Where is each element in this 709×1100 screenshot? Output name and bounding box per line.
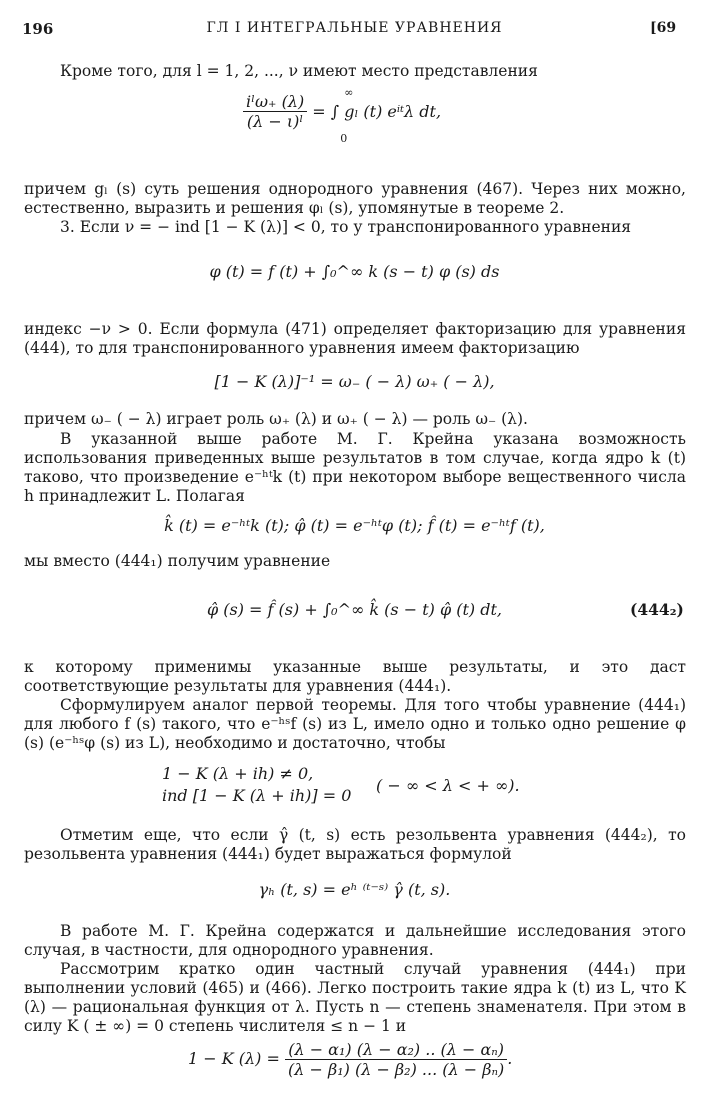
integral-upper-limit: ∞ — [344, 86, 354, 99]
formula-factorization: [1 − K (λ)]⁻¹ = ω₋ ( − λ) ω₊ ( − λ), — [214, 372, 495, 391]
paragraph: причем ω₋ ( − λ) играет роль ω₊ (λ) и ω₊ ( − λ) — роль ω₋ (λ). — [24, 410, 528, 428]
paragraph: Сформулируем аналог первой теоремы. Для того чтобы уравнение (444₁) для любого f (s) такого, что e⁻ʰˢf (s) из L, имело одно и только одно решение φ (s) (e⁻ʰˢφ (s) из L), необходимо и достаточно, чтобы — [24, 696, 686, 752]
equation-label: (444₂) — [630, 600, 684, 619]
formula-equation-4442: φ̂ (s) = f̂ (s) + ∫₀^∞ k̂ (s − t) φ̂ (t) dt, — [206, 600, 503, 619]
running-title: ГЛ I ИНТЕГРАЛЬНЫЕ УРАВНЕНИЯ — [206, 20, 503, 36]
formula-denominator: (λ − β₁) (λ − β₂) ... (λ − βₙ) — [288, 1060, 505, 1079]
section-number: [69 — [650, 20, 677, 36]
formula-substitution: k̂ (t) = e⁻ʰᵗk (t); φ̂ (t) = e⁻ʰᵗφ (t); f̂ (t) = e⁻ʰᵗf (t), — [164, 516, 545, 535]
formula-denominator: (λ − ι)ˡ — [246, 112, 304, 131]
formula-numerator: iˡω₊ (λ) — [243, 92, 307, 112]
paragraph: индекс −ν > 0. Если формула (471) определяет факторизацию для уравнения (444), то для транспонированного уравнения имеем факторизацию — [24, 320, 686, 357]
integral-lower-limit: 0 — [340, 132, 348, 145]
paragraph: к которому применимы указанные выше результаты, и это даст соответствующие результаты для уравнения (444₁). — [24, 658, 686, 695]
paragraph: причем gₗ (s) суть решения однородного уравнения (467). Через них можно, естественно, выразить и решения φₗ (s), упомянутые в теореме 2. — [24, 180, 686, 217]
formula-rational-function — [188, 1040, 512, 1079]
formula-condition-2: ind [1 − K (λ + ih)] = 0 — [162, 786, 352, 805]
paragraph: 3. Если ν = − ind [1 − K (λ)] < 0, то у транспонированного уравнения — [60, 218, 632, 236]
formula-condition-1: 1 − K (λ + ih) ≠ 0, — [162, 764, 314, 783]
formula-numerator: (λ − α₁) (λ − α₂) .. (λ − αₙ) — [285, 1040, 507, 1060]
paragraph: Кроме того, для l = 1, 2, ..., ν имеют место представления — [60, 62, 538, 80]
paragraph: В работе М. Г. Крейна содержатся и дальнейшие исследования этого случая, в частности, для однородного уравнения. — [24, 922, 686, 959]
paragraph: Рассмотрим кратко один частный случай уравнения (444₁) при выполнении условий (465) и (466). Легко построить такие ядра k (t) из L, что K (λ) — рациональная функция от λ. Пусть n — степень знаменателя. При этом в силу K ( ± ∞) = 0 степень числителя ≤ n − 1 и — [24, 960, 686, 1035]
paragraph: мы вместо (444₁) получим уравнение — [24, 552, 331, 570]
paragraph: В указанной выше работе М. Г. Крейна указана возможность использования приведенных выше результатов в том случае, когда ядро k (t) таково, что произведение e⁻ʰᵗk (t) при некотором выборе вещественного числа h принадлежит L. Полагая — [24, 430, 686, 505]
page-number: 196 — [22, 20, 54, 38]
formula-representation — [243, 86, 442, 145]
formula-lhs: 1 − K (λ) = — [188, 1049, 280, 1068]
formula-resolvent: γₕ (t, s) = eʰ ⁽ᵗ⁻ˢ⁾ γ̂ (t, s). — [258, 880, 451, 899]
formula-end: . — [507, 1049, 513, 1068]
formula-integrand: = ∫ gₗ (t) eⁱᵗλ dt, — [312, 102, 442, 121]
formula-condition-range: ( − ∞ < λ < + ∞). — [376, 776, 520, 795]
paragraph: Отметим еще, что если γ̂ (t, s) есть резольвента уравнения (444₂), то резольвента уравнения (444₁) будет выражаться формулой — [24, 826, 686, 863]
formula-transposed-equation: φ (t) = f (t) + ∫₀^∞ k (s − t) φ (s) ds — [209, 262, 500, 281]
